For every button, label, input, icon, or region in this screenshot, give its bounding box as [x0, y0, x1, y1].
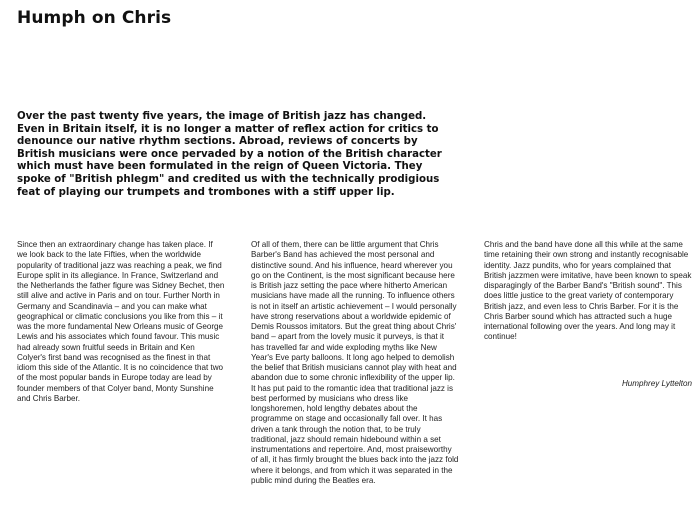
author-signature: Humphrey Lyttelton	[621, 379, 692, 388]
lead-paragraph: Over the past twenty five years, the image of British jazz has changed. Even in Britain itself, it is no longer a matter of reflex action for critics to denounce our native rhythm sections. Abroad, reviews of concerts by British musicians were once pervaded by a notion of the British character which must have been formulated in the reign of Queen Victoria. They spoke of "British phlegm" and credited us with the technically prodigious feat of playing our trumpets and trombones with a stiff upper lip.	[17, 111, 442, 198]
body-column-1	[17, 240, 225, 404]
body-paragraph: Since then an extraordinary change has taken place. If we look back to the late Fifties, when the worldwide popularity of traditional jazz was reaching a peak, we find Europe split in its allegiance. In France, Switzerland and the Netherlands the father figure was Sidney Bechet, then still alive and active in Paris and on tour. Further North in Germany and Scandinavia – and you can make what geographical or climatic conclusions you like from this – it was the more fundamental New Orleans music of George Lewis and his associates which found favour. This music had already sown fruitful seeds in Britain and Ken Colyer's first band was recognised as the finest in that idiom this side of the Atlantic. It is no coincidence that two of the most popular bands in Europe today are lead by founder members of that Colyer band, Monty Sunshine and Chris Barber.	[17, 240, 225, 403]
body-paragraph: Of all of them, there can be little argument that Chris Barber's Band has achieved the most personal and distinctive sound. And his influence, heard wherever you go on the Continent, is the most significant because here is British jazz setting the pace where hitherto American musicians have made all the running. To influence others is not in itself an artistic achievement – I would personally have strong reservations about a worldwide epidemic of Demis Roussos imitators. But the great thing about Chris' band – apart from the lovely music it purveys, is that it has travelled far and wide exploding myths like New Year's Eve party balloons. It long ago helped to demolish the belief that British musicians cannot play with heat and abandon due to some chronic inflexibility of the upper lip. It has put paid to the romantic idea that traditional jazz is best performed by musicians who dress like longshoremen, hold lengthy debates about the programme on stage and occasionally fall over. It has driven a tank through the notion that, to be truly traditional, jazz should remain hidebound within a set instrumentations and repertoire. And, most praiseworthy of all, it has firmly brought the blues back into the jazz fold where it belongs, and from which it was separated in the public mind during the Beatles era.	[251, 240, 459, 485]
body-paragraph: Chris and the band have done all this while at the same time retaining their own strong and instantly recognisable identity. Jazz pundits, who for years complained that British jazzmen were imitative, have been known to speak disparagingly of the Barber Band's "British sound". This does little justice to the great variety of contemporary British jazz, and even less to Chris Barber. For it is the Chris Barber sound which has attracted such a huge international following over the years. And long may it continue!	[484, 240, 692, 342]
body-column-2	[251, 240, 459, 486]
article-title: Humph on Chris	[17, 8, 172, 28]
body-column-3	[484, 240, 692, 343]
